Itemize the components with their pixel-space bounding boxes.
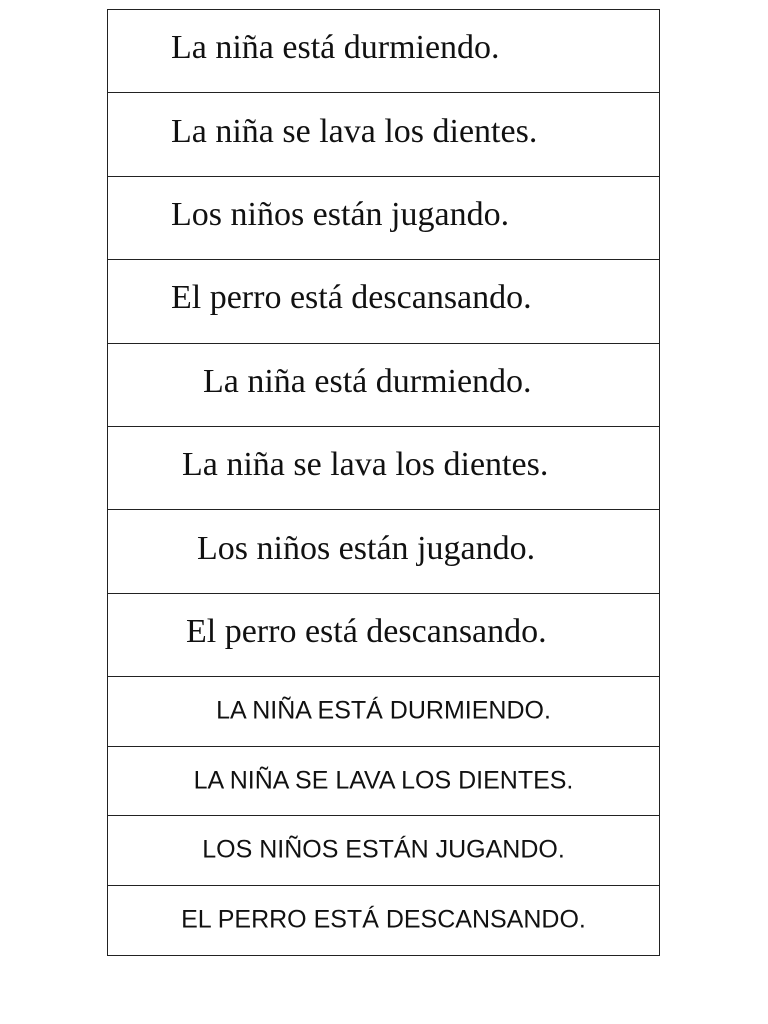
sentence-text: La niña está durmiendo.	[171, 29, 500, 67]
sentence-strip	[108, 177, 659, 260]
sentence-strip	[108, 510, 659, 593]
sentence-text: EL PERRO ESTÁ DESCANSANDO.	[181, 905, 586, 934]
sentence-strip	[108, 594, 659, 677]
sentence-text: La niña se lava los dientes.	[171, 112, 538, 150]
sentence-text: LA NIÑA SE LAVA LOS DIENTES.	[193, 766, 574, 795]
sentence-text: La niña está durmiendo.	[203, 362, 532, 400]
sentence-strip-uppercase	[108, 747, 659, 817]
sentence-text: LOS NIÑOS ESTÁN JUGANDO.	[202, 835, 565, 864]
sentence-text: El perro está descansando.	[186, 612, 547, 650]
sentence-text: El perro está descansando.	[171, 279, 532, 317]
sentence-text: La niña se lava los dientes.	[182, 446, 549, 484]
sentence-strip-uppercase	[108, 677, 659, 747]
sentence-strip	[108, 427, 659, 510]
sentence-strips-table	[107, 9, 660, 956]
sentence-strip	[108, 10, 659, 93]
sentence-strip-uppercase	[108, 886, 659, 956]
sentence-strip	[108, 344, 659, 427]
sentence-text: LA NIÑA ESTÁ DURMIENDO.	[216, 696, 551, 725]
sentence-strip	[108, 260, 659, 343]
sentence-strip	[108, 93, 659, 176]
sentence-strip-uppercase	[108, 816, 659, 886]
sentence-text: Los niños están jugando.	[171, 195, 510, 233]
sentence-text: Los niños están jugando.	[197, 529, 536, 567]
